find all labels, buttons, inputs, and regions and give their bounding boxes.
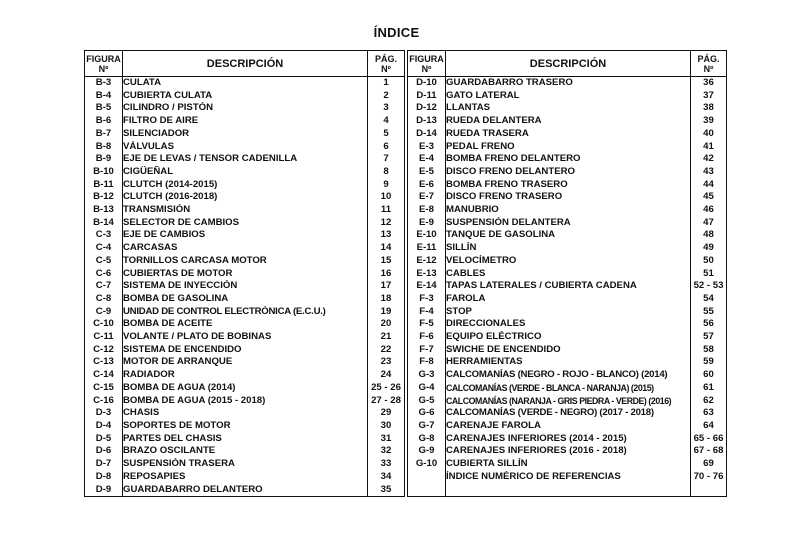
page-number: 47 [691,217,727,230]
description: CARENAJES INFERIORES (2014 - 2015) [446,433,691,446]
index-row [408,458,727,471]
index-row [408,229,727,242]
index-row [85,242,405,255]
figure-number: B-7 [85,128,123,141]
index-row [408,318,727,331]
index-row [85,420,405,433]
description: DISCO FRENO DELANTERO [446,166,691,179]
index-row [85,90,405,103]
description: CUBIERTA CULATA [123,90,368,103]
figure-number: F-7 [408,344,446,357]
description: HERRAMIENTAS [446,356,691,369]
figure-number: D-9 [85,484,123,497]
description: BOMBA FRENO TRASERO [446,179,691,192]
page-number: 7 [368,153,405,166]
figure-number: C-4 [85,242,123,255]
index-row [408,141,727,154]
index-row [408,471,727,484]
figure-number: D-13 [408,115,446,128]
description: TAPAS LATERALES / CUBIERTA CADENA [446,280,691,293]
page-number: 15 [368,255,405,268]
page-number: 70 - 76 [691,471,727,484]
index-row [85,445,405,458]
page-number: 8 [368,166,405,179]
figure-number: E-8 [408,204,446,217]
index-row [85,318,405,331]
description: RUEDA DELANTERA [446,115,691,128]
index-row [85,204,405,217]
page-number: 4 [368,115,405,128]
description: CALCOMANÍAS (NEGRO - ROJO - BLANCO) (2014) [446,369,691,382]
page-number: 34 [368,471,405,484]
description: EJE DE CAMBIOS [123,229,368,242]
description: CHASIS [123,407,368,420]
pag-header: PÁG. Nº [368,51,405,77]
description: SOPORTES DE MOTOR [123,420,368,433]
index-row [85,77,405,90]
index-row [85,280,405,293]
figure-number: C-3 [85,229,123,242]
figure-number: B-12 [85,191,123,204]
page-number: 18 [368,293,405,306]
figure-number: F-6 [408,331,446,344]
description: CUBIERTAS DE MOTOR [123,268,368,281]
index-row [408,445,727,458]
figure-number: D-3 [85,407,123,420]
index-row [408,102,727,115]
figure-number: C-14 [85,369,123,382]
figure-number: F-5 [408,318,446,331]
page-number: 67 - 68 [691,445,727,458]
index-row [85,331,405,344]
page-number: 3 [368,102,405,115]
figure-number: B-6 [85,115,123,128]
figure-number: E-3 [408,141,446,154]
figure-number: B-10 [85,166,123,179]
description: CUBIERTA SILLÍN [446,458,691,471]
index-row [408,90,727,103]
index-row [85,229,405,242]
page-number: 16 [368,268,405,281]
page-number: 44 [691,179,727,192]
index-row [85,255,405,268]
descripcion-header: DESCRIPCIÓN [446,51,691,77]
page-number: 23 [368,356,405,369]
index-row [85,407,405,420]
figure-number: E-13 [408,268,446,281]
description: GUARDABARRO DELANTERO [123,484,368,497]
index-row [85,356,405,369]
description: SILENCIADOR [123,128,368,141]
description: CILINDRO / PISTÓN [123,102,368,115]
figure-number: C-12 [85,344,123,357]
page-number: 61 [691,382,727,395]
figure-number: C-10 [85,318,123,331]
description: LLANTAS [446,102,691,115]
index-header-row [408,51,727,77]
figure-number: G-4 [408,382,446,395]
description: CABLES [446,268,691,281]
description: EQUIPO ELÉCTRICO [446,331,691,344]
page-number: 48 [691,229,727,242]
index-row [408,255,727,268]
figure-number: E-4 [408,153,446,166]
figure-number [408,471,446,484]
figure-number: G-8 [408,433,446,446]
description: CULATA [123,77,368,90]
index-row [85,102,405,115]
figure-number: E-5 [408,166,446,179]
figure-number: C-11 [85,331,123,344]
figure-number: D-10 [408,77,446,90]
index-row [408,77,727,90]
description: RADIADOR [123,369,368,382]
figure-number: E-6 [408,179,446,192]
page-number: 13 [368,229,405,242]
page-number: 1 [368,77,405,90]
index-row [85,306,405,319]
page-number [691,484,727,497]
description: SWICHE DE ENCENDIDO [446,344,691,357]
figure-number: C-6 [85,268,123,281]
page-number: 69 [691,458,727,471]
figure-number: E-10 [408,229,446,242]
description: FAROLA [446,293,691,306]
page-number: 39 [691,115,727,128]
index-row [408,331,727,344]
figure-number: B-13 [85,204,123,217]
index-row [85,141,405,154]
page-number: 37 [691,90,727,103]
description: BOMBA FRENO DELANTERO [446,153,691,166]
index-row [85,433,405,446]
figure-number: F-4 [408,306,446,319]
index-row [408,242,727,255]
index-row [85,382,405,395]
description: CLUTCH (2016-2018) [123,191,368,204]
description: SISTEMA DE ENCENDIDO [123,344,368,357]
page-number: 31 [368,433,405,446]
index-row [85,128,405,141]
figure-number: D-14 [408,128,446,141]
page-number: 21 [368,331,405,344]
page-number: 52 - 53 [691,280,727,293]
index-row [408,280,727,293]
page-title: ÍNDICE [373,25,420,40]
index-row [85,217,405,230]
figure-number: D-8 [85,471,123,484]
page-number: 17 [368,280,405,293]
figura-header: FIGURA Nº [408,51,446,77]
description: MOTOR DE ARRANQUE [123,356,368,369]
index-row [408,344,727,357]
index-row [408,369,727,382]
figure-number: E-11 [408,242,446,255]
figure-number: D-6 [85,445,123,458]
figure-number: F-3 [408,293,446,306]
index-row [85,153,405,166]
description: CLUTCH (2014-2015) [123,179,368,192]
index-row [85,179,405,192]
page-number: 20 [368,318,405,331]
description: VÁLVULAS [123,141,368,154]
index-row [85,166,405,179]
description: GUARDABARRO TRASERO [446,77,691,90]
description: UNIDAD DE CONTROL ELECTRÓNICA (E.C.U.) [123,306,368,319]
figure-number: D-12 [408,102,446,115]
page-number: 60 [691,369,727,382]
description: STOP [446,306,691,319]
figure-number: D-7 [85,458,123,471]
figure-number: E-14 [408,280,446,293]
description: DISCO FRENO TRASERO [446,191,691,204]
description: ÍNDICE NUMÉRICO DE REFERENCIAS [446,471,691,484]
figure-number: G-3 [408,369,446,382]
index-row [85,395,405,408]
figure-number: G-7 [408,420,446,433]
page-number: 11 [368,204,405,217]
description [446,484,691,497]
description: TRANSMISIÓN [123,204,368,217]
page-number: 46 [691,204,727,217]
figure-number: E-12 [408,255,446,268]
description: GATO LATERAL [446,90,691,103]
index-row [408,268,727,281]
index-row [408,306,727,319]
index-row [408,382,727,395]
figure-number: D-4 [85,420,123,433]
page-number: 56 [691,318,727,331]
index-row [408,166,727,179]
figure-number: B-14 [85,217,123,230]
page-number: 57 [691,331,727,344]
figure-number: E-9 [408,217,446,230]
figure-number: B-5 [85,102,123,115]
figure-number: B-4 [85,90,123,103]
index-row [408,293,727,306]
description: PEDAL FRENO [446,141,691,154]
description: CARENAJE FAROLA [446,420,691,433]
description: MANUBRIO [446,204,691,217]
description: CALCOMANÍAS (VERDE - NEGRO) (2017 - 2018) [446,407,691,420]
figure-number: D-11 [408,90,446,103]
figure-number: D-5 [85,433,123,446]
index-row [408,204,727,217]
figure-number: B-3 [85,77,123,90]
page-number: 40 [691,128,727,141]
index-row [85,268,405,281]
page-number: 62 [691,395,727,408]
index-row [408,484,727,497]
page-number: 9 [368,179,405,192]
figure-number: E-7 [408,191,446,204]
description: EJE DE LEVAS / TENSOR CADENILLA [123,153,368,166]
index-row [408,217,727,230]
page-number: 35 [368,484,405,497]
description: BOMBA DE ACEITE [123,318,368,331]
page-number: 32 [368,445,405,458]
description: VELOCÍMETRO [446,255,691,268]
page-number: 38 [691,102,727,115]
page-number: 10 [368,191,405,204]
index-row [85,344,405,357]
figure-number: G-5 [408,395,446,408]
page-number: 58 [691,344,727,357]
description: CALCOMANÍAS (NARANJA - GRIS PIEDRA - VERDE) (2016) [446,395,691,408]
figure-number: B-11 [85,179,123,192]
page-number: 30 [368,420,405,433]
description: SELECTOR DE CAMBIOS [123,217,368,230]
description: BOMBA DE AGUA (2015 - 2018) [123,395,368,408]
description: TANQUE DE GASOLINA [446,229,691,242]
page-number: 63 [691,407,727,420]
description: SUSPENSIÓN TRASERA [123,458,368,471]
description: RUEDA TRASERA [446,128,691,141]
page-number: 65 - 66 [691,433,727,446]
index-row [85,458,405,471]
page-number: 2 [368,90,405,103]
figura-header: FIGURA Nº [85,51,123,77]
page-number: 51 [691,268,727,281]
figure-number: C-15 [85,382,123,395]
pag-header: PÁG. Nº [691,51,727,77]
page-number: 5 [368,128,405,141]
description: PARTES DEL CHASIS [123,433,368,446]
page-number: 14 [368,242,405,255]
description: CIGÜEÑAL [123,166,368,179]
page-number: 27 - 28 [368,395,405,408]
index-row [408,356,727,369]
description: REPOSAPIES [123,471,368,484]
description: BOMBA DE GASOLINA [123,293,368,306]
page-number: 12 [368,217,405,230]
figure-number: B-9 [85,153,123,166]
index-row [408,128,727,141]
page-number: 55 [691,306,727,319]
description: BRAZO OSCILANTE [123,445,368,458]
description: DIRECCIONALES [446,318,691,331]
description: SILLÍN [446,242,691,255]
figure-number: G-9 [408,445,446,458]
index-row [85,293,405,306]
figure-number: C-8 [85,293,123,306]
index-row [408,420,727,433]
description: SISTEMA DE INYECCIÓN [123,280,368,293]
page-number: 6 [368,141,405,154]
page-number: 59 [691,356,727,369]
page-number: 64 [691,420,727,433]
index-row [85,484,405,497]
description: CARCASAS [123,242,368,255]
index-row [85,471,405,484]
index-row [85,369,405,382]
description: CARENAJES INFERIORES (2016 - 2018) [446,445,691,458]
index-table-left [84,50,405,497]
index-row [408,153,727,166]
page-number: 49 [691,242,727,255]
description: CALCOMANÍAS (VERDE - BLANCA - NARANJA) (2015) [446,382,691,395]
descripcion-header: DESCRIPCIÓN [123,51,368,77]
description: SUSPENSIÓN DELANTERA [446,217,691,230]
index-table-right [407,50,727,497]
index-header-row [85,51,405,77]
figure-number: G-6 [408,407,446,420]
page-number: 42 [691,153,727,166]
index-row [408,433,727,446]
index-row [408,407,727,420]
description: TORNILLOS CARCASA MOTOR [123,255,368,268]
page-number: 22 [368,344,405,357]
page-number: 33 [368,458,405,471]
page-number: 45 [691,191,727,204]
page-number: 24 [368,369,405,382]
description: VOLANTE / PLATO DE BOBINAS [123,331,368,344]
figure-number: G-10 [408,458,446,471]
figure-number: C-7 [85,280,123,293]
index-row [408,179,727,192]
figure-number: B-8 [85,141,123,154]
description: FILTRO DE AIRE [123,115,368,128]
figure-number: F-8 [408,356,446,369]
figure-number [408,484,446,497]
figure-number: C-5 [85,255,123,268]
index-row [408,115,727,128]
figure-number: C-13 [85,356,123,369]
page-number: 36 [691,77,727,90]
page-number: 25 - 26 [368,382,405,395]
figure-number: C-16 [85,395,123,408]
description: BOMBA DE AGUA (2014) [123,382,368,395]
index-row [85,191,405,204]
index-row [85,115,405,128]
page-number: 54 [691,293,727,306]
page-number: 19 [368,306,405,319]
index-row [408,191,727,204]
page-number: 29 [368,407,405,420]
page-number: 41 [691,141,727,154]
index-row [408,395,727,408]
page-number: 43 [691,166,727,179]
figure-number: C-9 [85,306,123,319]
page-number: 50 [691,255,727,268]
